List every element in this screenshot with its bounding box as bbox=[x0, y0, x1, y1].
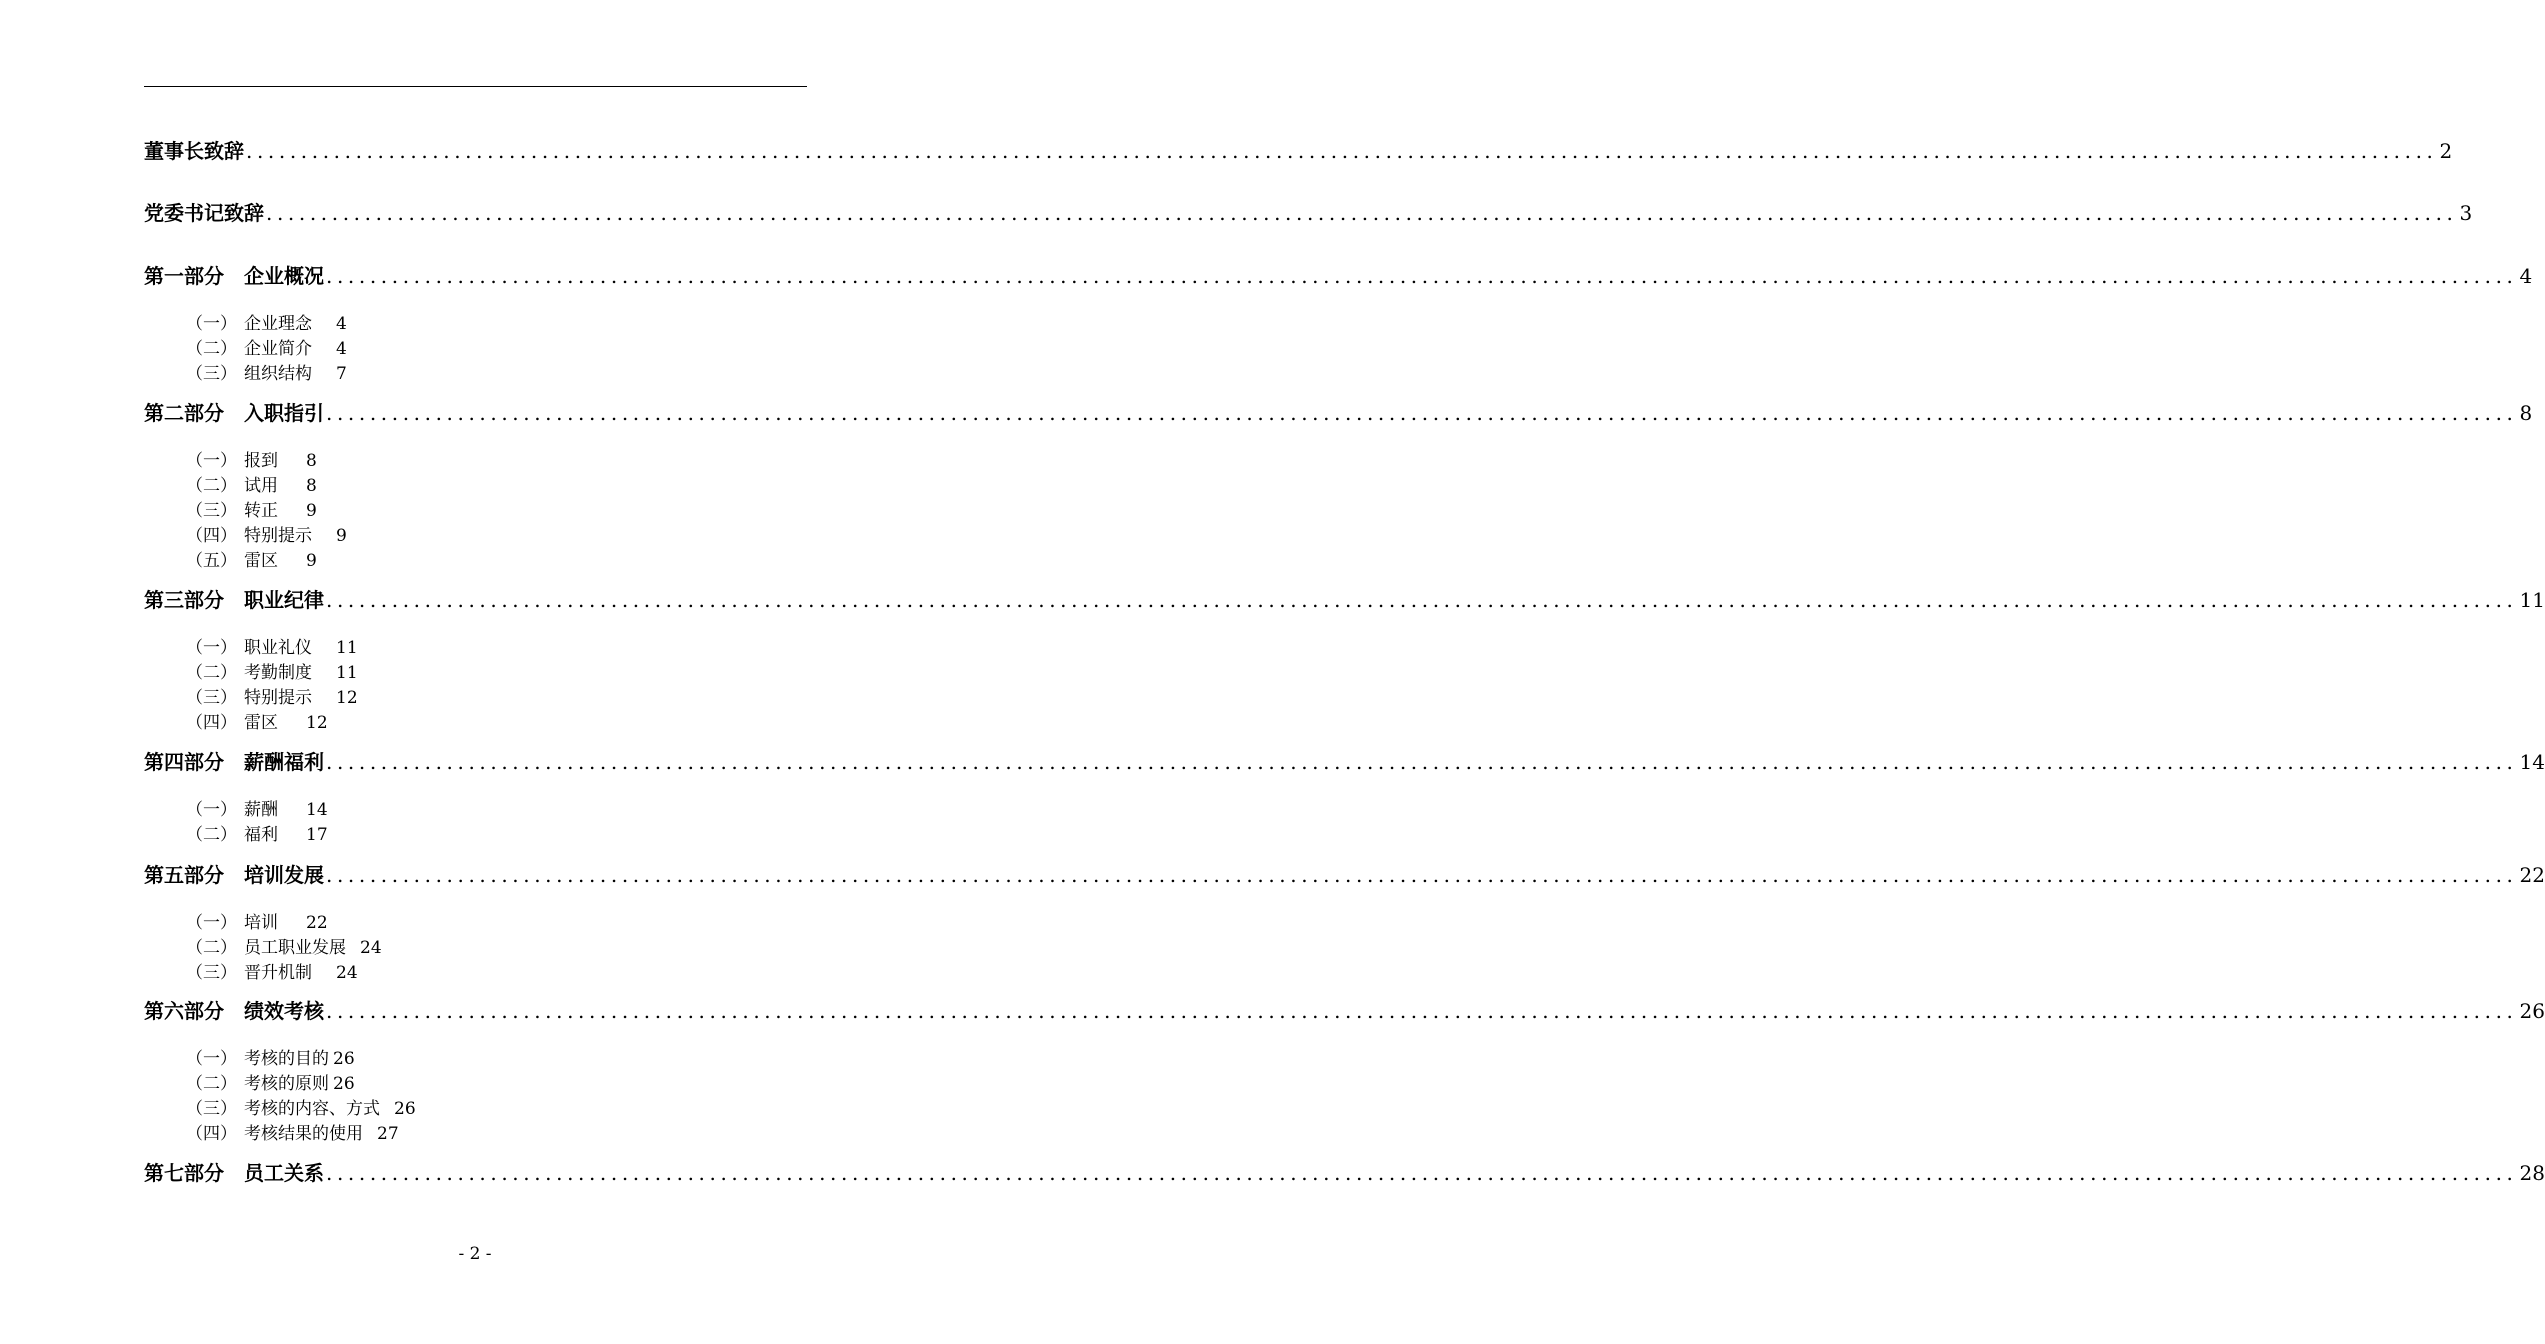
toc-sub-number: （三） bbox=[186, 501, 237, 521]
toc-sub-entry[interactable] bbox=[186, 313, 347, 335]
toc-sub-title: 企业简介 bbox=[244, 339, 312, 359]
toc-entry-title: 第四部分 薪酬福利 bbox=[144, 750, 324, 774]
toc-sub-entry[interactable] bbox=[186, 1123, 399, 1145]
toc-sub-entry[interactable] bbox=[186, 687, 358, 709]
toc-entry-page: 26 bbox=[2519, 999, 2545, 1023]
toc-sub-page: 26 bbox=[333, 1049, 355, 1069]
toc-entry[interactable] bbox=[144, 138, 2453, 164]
toc-sub-page: 4 bbox=[336, 314, 347, 334]
toc-sub-entry[interactable] bbox=[186, 912, 328, 934]
toc-sub-title: 转正 bbox=[244, 501, 278, 521]
toc-sub-entry[interactable] bbox=[186, 525, 347, 547]
toc-sub-number: （三） bbox=[186, 688, 237, 708]
toc-entry[interactable] bbox=[144, 400, 2533, 426]
dot-leader: ........................................................................................................................................................................................................ bbox=[246, 139, 2438, 163]
toc-sub-title: 考勤制度 bbox=[244, 663, 312, 683]
dot-leader: ........................................................................................................................................................................................................ bbox=[326, 750, 2518, 774]
toc-sub-page: 8 bbox=[306, 476, 317, 496]
toc-sub-title: 考核的目的 bbox=[244, 1049, 329, 1069]
toc-entry-title: 第五部分 培训发展 bbox=[144, 863, 324, 887]
dot-leader: ........................................................................................................................................................................................................ bbox=[266, 201, 2458, 225]
toc-sub-entry[interactable] bbox=[186, 550, 317, 572]
toc-sub-page: 26 bbox=[333, 1074, 355, 1094]
toc-sub-number: （四） bbox=[186, 1124, 237, 1144]
toc-sub-entry[interactable] bbox=[186, 450, 317, 472]
toc-sub-entry[interactable] bbox=[186, 1073, 355, 1095]
toc-sub-entry[interactable] bbox=[186, 637, 358, 659]
toc-sub-title: 特别提示 bbox=[244, 688, 312, 708]
toc-sub-title: 组织结构 bbox=[244, 364, 312, 384]
toc-entry-title: 第一部分 企业概况 bbox=[144, 264, 324, 288]
toc-sub-entry[interactable] bbox=[186, 475, 317, 497]
toc-sub-entry[interactable] bbox=[186, 962, 358, 984]
toc-sub-page: 22 bbox=[306, 913, 328, 933]
page-number-footer: - 2 - bbox=[458, 1244, 492, 1264]
toc-entry-title: 第二部分 入职指引 bbox=[144, 401, 324, 425]
toc-entry[interactable] bbox=[144, 587, 2545, 613]
toc-sub-number: （四） bbox=[186, 713, 237, 733]
toc-sub-title: 薪酬 bbox=[244, 800, 278, 820]
toc-sub-entry[interactable] bbox=[186, 363, 347, 385]
toc-sub-page: 7 bbox=[336, 364, 347, 384]
toc-entry-title: 第六部分 绩效考核 bbox=[144, 999, 324, 1023]
toc-sub-title: 报到 bbox=[244, 451, 278, 471]
toc-sub-title: 雷区 bbox=[244, 551, 278, 571]
toc-sub-entry[interactable] bbox=[186, 662, 358, 684]
toc-entry-page: 2 bbox=[2439, 139, 2453, 163]
toc-sub-number: （三） bbox=[186, 364, 237, 384]
dot-leader: ........................................................................................................................................................................................................ bbox=[326, 264, 2518, 288]
toc-sub-number: （三） bbox=[186, 963, 237, 983]
toc-entry-page: 8 bbox=[2519, 401, 2533, 425]
toc-sub-page: 26 bbox=[394, 1099, 416, 1119]
toc-sub-number: （二） bbox=[186, 938, 237, 958]
toc-sub-page: 4 bbox=[336, 339, 347, 359]
toc-entry[interactable] bbox=[144, 263, 2533, 289]
toc-sub-page: 8 bbox=[306, 451, 317, 471]
toc-sub-entry[interactable] bbox=[186, 824, 328, 846]
toc-sub-title: 特别提示 bbox=[244, 526, 312, 546]
toc-sub-entry[interactable] bbox=[186, 799, 328, 821]
toc-entry-title: 董事长致辞 bbox=[144, 139, 244, 163]
toc-sub-number: （四） bbox=[186, 526, 237, 546]
toc-sub-number: （二） bbox=[186, 1074, 237, 1094]
toc-entry[interactable] bbox=[144, 998, 2545, 1024]
toc-sub-title: 晋升机制 bbox=[244, 963, 312, 983]
toc-sub-title: 考核结果的使用 bbox=[244, 1124, 363, 1144]
toc-sub-number: （三） bbox=[186, 1099, 237, 1119]
toc-sub-number: （一） bbox=[186, 638, 237, 658]
toc-sub-page: 11 bbox=[336, 663, 358, 683]
toc-sub-title: 试用 bbox=[244, 476, 278, 496]
toc-sub-number: （一） bbox=[186, 800, 237, 820]
toc-sub-number: （一） bbox=[186, 1049, 237, 1069]
toc-sub-page: 12 bbox=[306, 713, 328, 733]
toc-entry-title: 党委书记致辞 bbox=[144, 201, 264, 225]
toc-sub-title: 考核的原则 bbox=[244, 1074, 329, 1094]
toc-sub-entry[interactable] bbox=[186, 1098, 416, 1120]
dot-leader: ........................................................................................................................................................................................................ bbox=[326, 1161, 2518, 1185]
toc-sub-number: （二） bbox=[186, 663, 237, 683]
toc-sub-page: 17 bbox=[306, 825, 328, 845]
toc-entry-page: 14 bbox=[2519, 750, 2545, 774]
toc-sub-entry[interactable] bbox=[186, 712, 328, 734]
toc-sub-number: （一） bbox=[186, 314, 237, 334]
toc-sub-page: 9 bbox=[306, 501, 317, 521]
toc-sub-entry[interactable] bbox=[186, 937, 382, 959]
toc-sub-title: 企业理念 bbox=[244, 314, 312, 334]
toc-sub-title: 培训 bbox=[244, 913, 278, 933]
toc-sub-number: （一） bbox=[186, 913, 237, 933]
toc-sub-page: 11 bbox=[336, 638, 358, 658]
toc-sub-entry[interactable] bbox=[186, 338, 347, 360]
toc-sub-number: （二） bbox=[186, 339, 237, 359]
toc-sub-title: 福利 bbox=[244, 825, 278, 845]
toc-sub-title: 员工职业发展 bbox=[244, 938, 346, 958]
toc-sub-title: 职业礼仪 bbox=[244, 638, 312, 658]
header-rule bbox=[144, 86, 807, 87]
toc-sub-page: 9 bbox=[306, 551, 317, 571]
toc-entry[interactable] bbox=[144, 200, 2473, 226]
toc-sub-page: 24 bbox=[336, 963, 358, 983]
toc-entry-page: 4 bbox=[2519, 264, 2533, 288]
dot-leader: ........................................................................................................................................................................................................ bbox=[326, 588, 2518, 612]
toc-entry[interactable] bbox=[144, 862, 2545, 888]
toc-sub-title: 考核的内容、方式 bbox=[244, 1099, 380, 1119]
toc-entry-page: 22 bbox=[2519, 863, 2545, 887]
toc-entry-page: 11 bbox=[2519, 588, 2545, 612]
toc-sub-page: 9 bbox=[336, 526, 347, 546]
toc-sub-page: 24 bbox=[360, 938, 382, 958]
toc-sub-number: （二） bbox=[186, 825, 237, 845]
toc-sub-entry[interactable] bbox=[186, 1048, 355, 1070]
toc-sub-page: 27 bbox=[377, 1124, 399, 1144]
dot-leader: ........................................................................................................................................................................................................ bbox=[326, 401, 2518, 425]
dot-leader: ........................................................................................................................................................................................................ bbox=[326, 863, 2518, 887]
toc-sub-number: （一） bbox=[186, 451, 237, 471]
toc-entry-title: 第三部分 职业纪律 bbox=[144, 588, 324, 612]
toc-sub-number: （二） bbox=[186, 476, 237, 496]
toc-entry-title: 第七部分 员工关系 bbox=[144, 1161, 324, 1185]
toc-sub-title: 雷区 bbox=[244, 713, 278, 733]
toc-entry-page: 28 bbox=[2519, 1161, 2545, 1185]
toc-entry-page: 3 bbox=[2459, 201, 2473, 225]
toc-sub-number: （五） bbox=[186, 551, 237, 571]
toc-entry[interactable] bbox=[144, 1160, 2545, 1186]
toc-sub-page: 14 bbox=[306, 800, 328, 820]
toc-entry[interactable] bbox=[144, 749, 2545, 775]
toc-sub-entry[interactable] bbox=[186, 500, 317, 522]
dot-leader: ........................................................................................................................................................................................................ bbox=[326, 999, 2518, 1023]
toc-sub-page: 12 bbox=[336, 688, 358, 708]
